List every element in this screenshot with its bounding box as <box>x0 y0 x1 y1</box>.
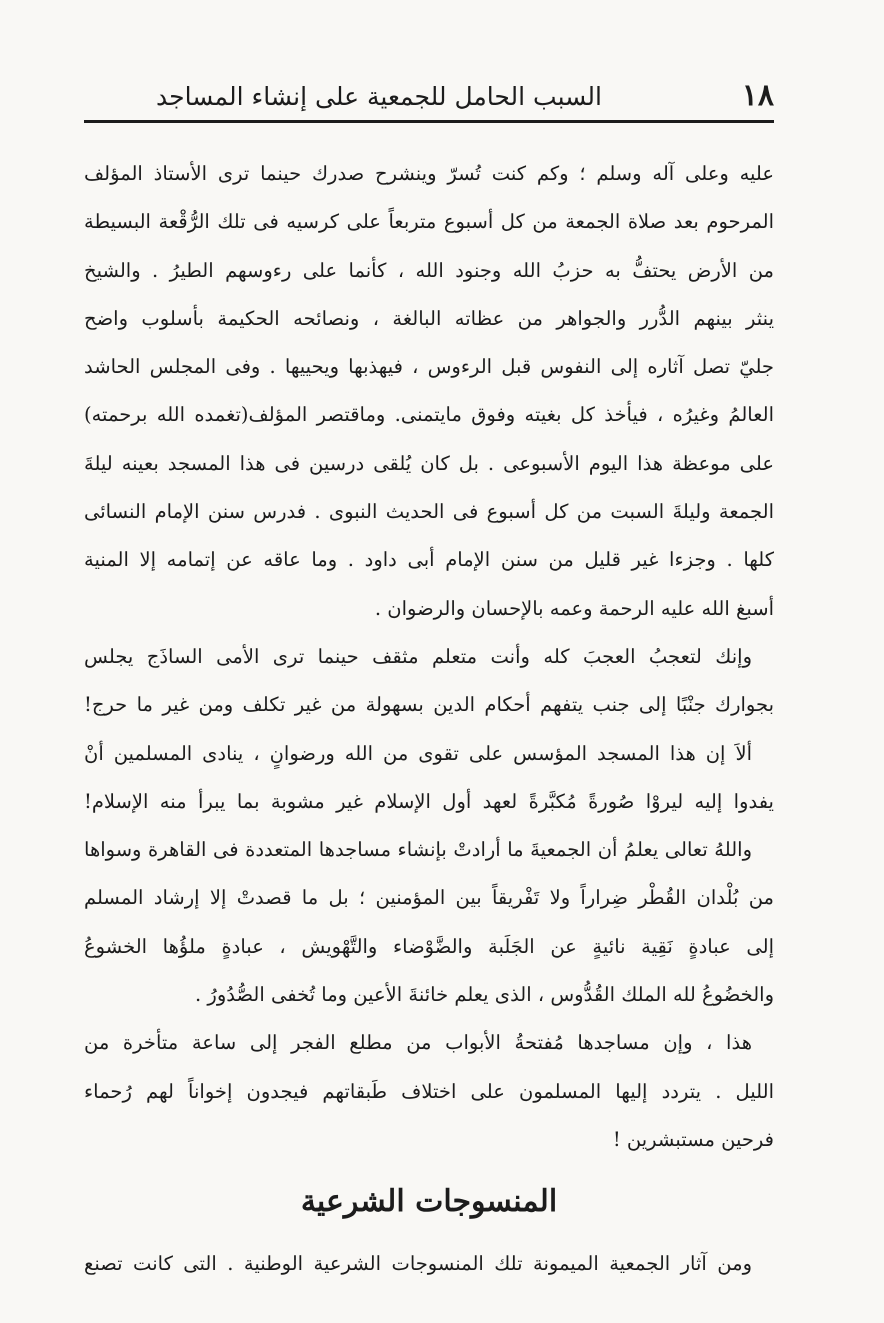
page-header <box>84 72 774 120</box>
text-line: العالمُ وغيرُه ، فيأخذ كل بغيته وفوق مايتمنى. وماقتصر المؤلف(تغمده الله برحمته) <box>84 403 774 427</box>
body-text <box>84 150 774 1289</box>
text-line: هذا ، وإن مساجدها مُفتحةُ الأبواب من مطلع الفجر إلى ساعة متأخرة من <box>84 1031 752 1055</box>
text-line: ألاَ إن هذا المسجد المؤسس على تقوى من الله ورضوانٍ ، ينادى المسلمين أنْ <box>84 741 752 765</box>
text-line: عليه وعلى آله وسلم ؛ وكم كنت تُسرّ وينشرح صدرك حينما ترى الأستاذ المؤلف <box>84 162 774 185</box>
header-rule <box>84 120 774 123</box>
text-line: المرحوم بعد صلاة الجمعة من كل أسبوع متربعاً على كرسيه فى تلك الرُّقْعة البسيطة <box>84 210 774 234</box>
paragraph-1 <box>84 150 774 633</box>
text-line: فرحين مستبشرين ! <box>612 1127 774 1151</box>
text-line: ومن آثار الجمعية الميمونة تلك المنسوجات الشرعية الوطنية . التى كانت تصنع <box>84 1252 752 1276</box>
text-line: والخضُوعُ لله الملك القُدُّوس ، الذى يعلم خائنةَ الأعين وما تُخفى الصُّدُورُ . <box>195 983 774 1007</box>
text-line: من الأرض يحتفُّ به حزبُ الله وجنود الله ، كأنما على رءوسهم الطيرُ . والشيخ <box>84 258 774 282</box>
text-line: الجمعة وليلةَ السبت من كل أسبوع فى الحديث النبوى . فدرس سنن الإمام النسائى <box>84 500 774 524</box>
text-line: ينثر بينهم الدُّرر والجواهر من عظاته البالغة ، ونصائحه الحكيمة بأسلوب واضح <box>84 306 774 330</box>
running-title: السبب الحامل للجمعية على إنشاء المساجد <box>156 82 602 111</box>
text-line: إلى عبادةٍ نَقِية نائيةٍ عن الجَلَبة والضَّوْضاء والتَّهْويش ، عبادةٍ ملؤُها الخشوعُ <box>84 934 774 958</box>
paragraph-3 <box>84 730 774 827</box>
paragraph-5 <box>84 1019 774 1164</box>
page-number: ١٨ <box>741 78 774 113</box>
text-line: على موعظة هذا اليوم الأسبوعى . بل كان يُلقى درسين فى هذا المسجد بعينه ليلةَ <box>84 451 774 475</box>
text-line: واللهُ تعالى يعلمُ أن الجمعيةَ ما أرادتْ بإنشاء مساجدها المتعددة فى القاهرة وسواها <box>84 838 752 862</box>
text-line: بجوارك جنْبًا إلى جنب يتفهم أحكام الدين بسهولة من غير تكلف ومن غير ما حرج! <box>84 693 774 717</box>
section-heading: المنسوجات الشرعية <box>300 1184 558 1220</box>
text-line: جليّ تصل آثاره إلى النفوس قبل الرءوس ، فيهذبها ويحييها . وفى المجلس الحاشد <box>84 355 774 379</box>
text-line: كلها . وجزءا غير قليل من سنن الإمام أبى داود . وما عاقه عن إتمامه إلا المنية <box>84 548 774 572</box>
text-line: من بُلْدان القُطْر ضِراراً ولا تَفْريقاً بين المؤمنين ؛ بل ما قصدتْ إلا إرشاد المسلم <box>84 886 774 910</box>
text-line: وإنك لتعجبُ العجبَ كله وأنت متعلم مثقف حينما ترى الأمى الساذَج يجلس <box>84 644 752 668</box>
text-line: يفدوا إليه ليروْا صُورةً مُكبَّرةً لعهد أول الإسلام غير مشوبة بما يبرأ منه الإسلام! <box>84 789 774 813</box>
text-line: الليل . يتردد إليها المسلمون على اختلاف طَبقاتهم فيجدون إخواناً لهم رُحماء <box>84 1079 774 1103</box>
section-paragraph <box>84 1240 774 1288</box>
text-line: أسبغ الله عليه الرحمة وعمه بالإحسان والرضوان . <box>374 596 774 620</box>
paragraph-4 <box>84 826 774 1019</box>
paragraph-2 <box>84 633 774 730</box>
